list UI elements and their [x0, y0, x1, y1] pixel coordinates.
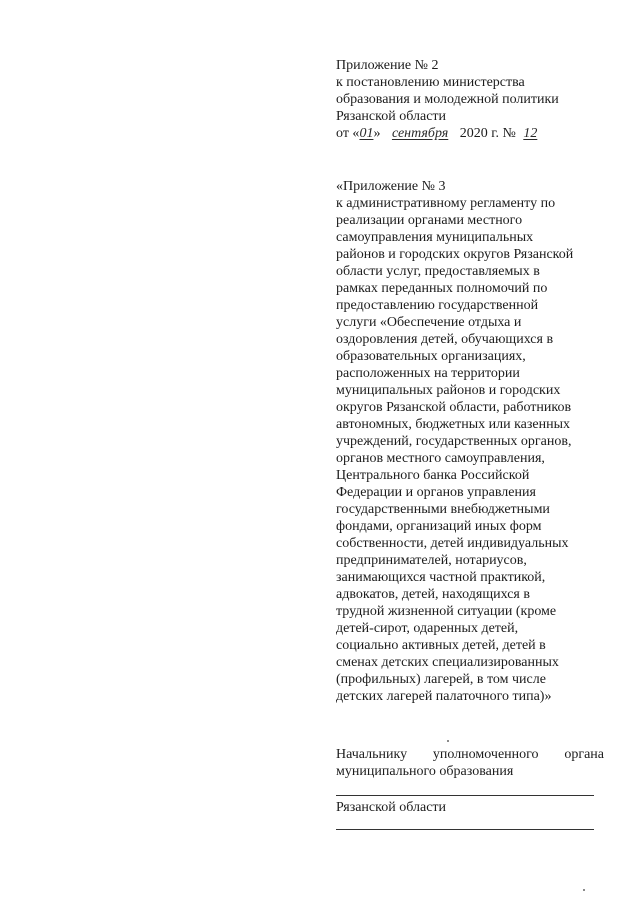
appendix-3-line: органов местного самоуправления, — [336, 451, 545, 466]
appendix-2-header — [336, 57, 604, 142]
appendix-3-line: к административному регламенту по — [336, 196, 556, 211]
fill-in-line — [336, 829, 594, 830]
appendix-3-line: собственности, детей индивидуальных — [336, 536, 569, 551]
appendix-3-line: государственными внебюджетными — [336, 502, 550, 517]
addressee-region: Рязанской области — [336, 800, 447, 815]
appendix-3-line: образовательных организациях, — [336, 349, 526, 364]
appendix-3-line: рамках переданных полномочий по — [336, 281, 548, 296]
addressee-title — [336, 746, 604, 763]
scan-speck — [583, 889, 585, 891]
appendix-3-line: детских лагерей палаточного типа)» — [336, 689, 552, 704]
addressee-block — [336, 746, 604, 780]
appendix-3-line: услуги «Обеспечение отдыха и — [336, 315, 522, 330]
date-prefix: от « — [336, 126, 360, 141]
appendix-3-line: муниципальных районов и городских — [336, 383, 561, 398]
date-year: 2020 г. № — [459, 126, 516, 141]
appendix-3-line: автономных, бюджетных или казенных — [336, 417, 571, 432]
appendix-3-line: реализации органами местного — [336, 213, 523, 228]
appendix-3-line: (профильных) лагерей, в том числе — [336, 672, 546, 687]
appendix-3-line: трудной жизненной ситуации (кроме — [336, 604, 557, 619]
appendix-3-line: Центрального банка Российской — [336, 468, 530, 483]
addressee-word: органа — [564, 747, 604, 762]
date-quote-close: » — [373, 126, 381, 141]
appendix-3-title: «Приложение № 3 — [336, 179, 446, 194]
appendix-3-line: сменах детских специализированных — [336, 655, 559, 670]
appendix-3-line: районов и городских округов Рязанской — [336, 247, 574, 262]
appendix-3-line: расположенных на территории — [336, 366, 520, 381]
addressee-municipality: муниципального образования — [336, 764, 514, 779]
appendix-3-line: адвокатов, детей, находящихся в — [336, 587, 530, 602]
appendix-2-line: к постановлению министерства — [336, 75, 525, 90]
appendix-2-line: Рязанской области — [336, 109, 447, 124]
appendix-3-line: самоуправления муниципальных — [336, 230, 534, 245]
resolution-number: 12 — [523, 126, 538, 141]
appendix-3-line: фондами, организаций иных форм — [336, 519, 542, 534]
appendix-3-line: Федерации и органов управления — [336, 485, 536, 500]
scan-speck — [447, 740, 449, 742]
appendix-3-line: детей-сирот, одаренных детей, — [336, 621, 519, 636]
appendix-2-title: Приложение № 2 — [336, 58, 439, 73]
addressee-word: Начальнику — [336, 747, 408, 762]
appendix-2-line: образования и молодежной политики — [336, 92, 559, 107]
appendix-3-line: учреждений, государственных органов, — [336, 434, 572, 449]
appendix-3-line: социально активных детей, детей в — [336, 638, 546, 653]
addressee-word: уполномоченного — [432, 747, 539, 762]
appendix-3-line: оздоровления детей, обучающихся в — [336, 332, 554, 347]
date-day: 01 — [359, 126, 374, 141]
fill-in-line — [336, 795, 594, 796]
appendix-3-line: занимающихся частной практикой, — [336, 570, 546, 585]
appendix-3-line: округов Рязанской области, работников — [336, 400, 572, 415]
appendix-3-header — [336, 178, 604, 705]
appendix-3-line: предоставлению государственной — [336, 298, 539, 313]
appendix-3-line: области услуг, предоставляемых в — [336, 264, 540, 279]
appendix-3-line: предпринимателей, нотариусов, — [336, 553, 527, 568]
resolution-date — [336, 125, 604, 142]
date-month: сентября — [391, 126, 449, 141]
